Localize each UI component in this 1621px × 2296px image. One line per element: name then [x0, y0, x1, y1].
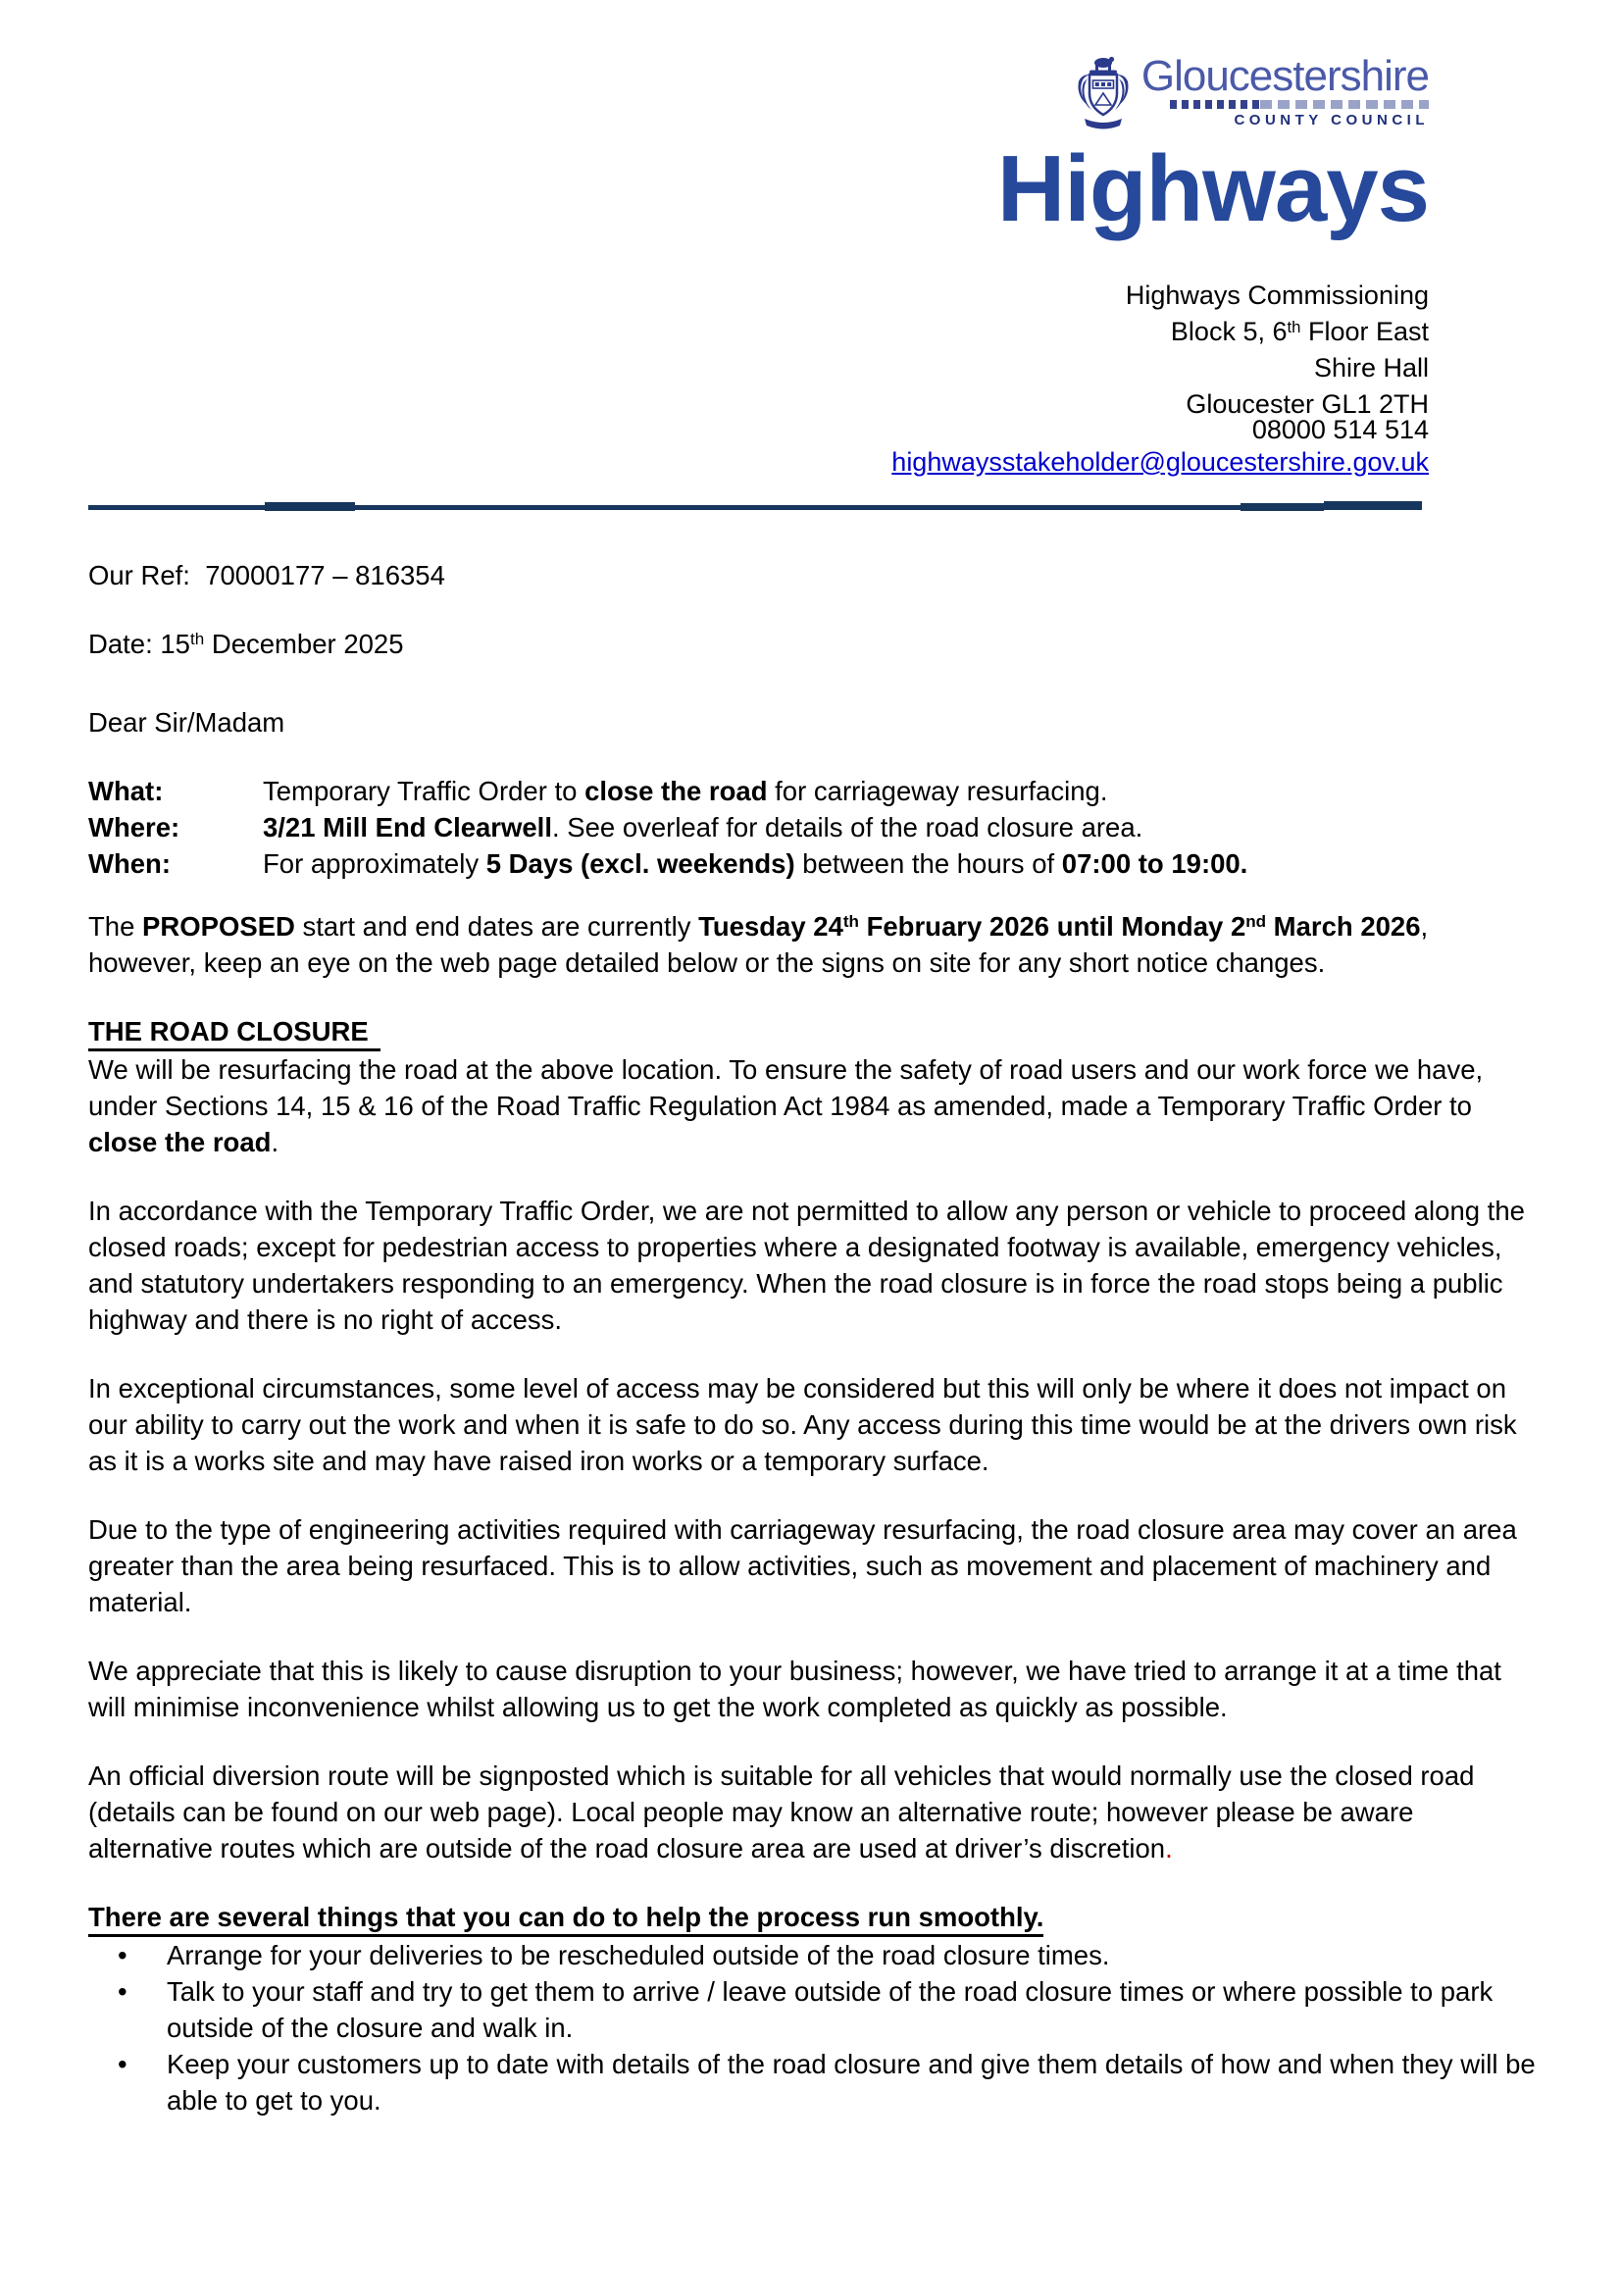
paragraph-accordance: In accordance with the Temporary Traffic Order, we are not permitted to allow any person or vehicle to proceed along the closed roads; except for pedestrian access to properties where a designated footway is available, emergency vehicles, and statutory undertakers responding to an emergency. When the road closure is in force the road stops being a public highway and there is no right of access. — [88, 1196, 1525, 1335]
salutation: Dear Sir/Madam — [88, 707, 285, 738]
bullet-icon: • — [118, 2049, 127, 2079]
where-label: Where: — [88, 812, 180, 842]
bullet-text: Talk to your staff and try to get them to arrive / leave outside of the road closure times or where possible to park outside of the closure and walk in. — [167, 1976, 1494, 2043]
date-line: Date: 15th December 2025 — [88, 629, 404, 659]
what-label: What: — [88, 776, 164, 806]
bullet-text: Keep your customers up to date with details of the road closure and give them details of how and when they will be able to get to you. — [167, 2049, 1536, 2116]
paragraph-disruption: We appreciate that this is likely to cause disruption to your business; however, we have tried to arrange it at a time that will minimise inconvenience whilst allowing us to get the work completed as quickly as possible. — [88, 1656, 1501, 1722]
paragraph-resurfacing: We will be resurfacing the road at the above location. To ensure the safety of road users and our work force we have, under Sections 14, 15 & 16 of the Road Traffic Regulation Act 1984 as amended, made a Temporary Traffic Order to close the road. — [88, 1054, 1484, 1157]
help-bullet-list — [88, 1937, 1538, 2118]
bullet-icon: • — [118, 1976, 127, 2007]
address-line: Highways Commissioning — [1125, 281, 1429, 310]
list-item — [88, 1937, 1538, 1973]
council-name: Gloucestershire — [1140, 52, 1429, 100]
what-value: Temporary Traffic Order to close the road for carriageway resurfacing. — [263, 776, 1108, 806]
council-crest-icon — [1075, 54, 1132, 136]
division-title: Highways — [996, 136, 1429, 241]
header-rule-segment — [1324, 501, 1422, 507]
phone-number: 08000 514 514 — [1251, 415, 1429, 444]
summary-fields — [88, 773, 1538, 882]
address-line: Shire Hall — [1313, 353, 1429, 383]
email-line — [891, 447, 1429, 478]
council-dash-divider — [1170, 100, 1429, 109]
bullet-icon: • — [118, 1940, 127, 1970]
when-label: When: — [88, 848, 172, 879]
list-item — [88, 1973, 1538, 2046]
where-row — [88, 809, 1538, 845]
our-ref-label: Our Ref: — [88, 560, 190, 590]
paragraph-diversion: An official diversion route will be signposted which is suitable for all vehicles that would normally use the closed road (details can be found on our web page). Local people may know an alternative route; however please be aware alternative routes which are outside of the road closure area are used at driver’s discretion. — [88, 1760, 1475, 1863]
proposed-dates-paragraph: The PROPOSED start and end dates are currently Tuesday 24th February 2026 until Monday 2nd March 2026, however, keep an eye on the web page detailed below or the signs on site for any short notice changes. — [88, 911, 1429, 978]
paragraph-exceptional: In exceptional circumstances, some level of access may be considered but this will only be where it does not impact on our ability to carry out the work and when it is safe to do so. Any access during this time would be at the drivers own risk as it is a works site and may have raised iron works or a temporary surface. — [88, 1373, 1517, 1476]
email-link[interactable]: highwaysstakeholder@gloucestershire.gov.uk — [891, 447, 1429, 477]
what-row — [88, 773, 1538, 809]
our-ref-value: 70000177 – 816354 — [205, 560, 445, 590]
letterhead — [996, 52, 1429, 241]
when-value: For approximately 5 Days (excl. weekends) between the hours of 07:00 to 19:00. — [263, 848, 1248, 879]
contact-address — [1126, 278, 1429, 423]
address-line: Gloucester GL1 2TH — [1186, 389, 1429, 419]
council-subtitle: COUNTY COUNCIL — [1234, 112, 1429, 128]
bullet-text: Arrange for your deliveries to be rescheduled outside of the road closure times. — [167, 1940, 1110, 1970]
header-rule-segment — [265, 502, 355, 511]
council-logo — [997, 54, 1429, 136]
when-row — [88, 845, 1538, 882]
letter-body — [88, 557, 1538, 2118]
address-line: Block 5, 6th Floor East — [1170, 317, 1429, 346]
where-value: 3/21 Mill End Clearwell. See overleaf for details of the road closure area. — [263, 812, 1143, 842]
paragraph-engineering: Due to the type of engineering activities required with carriageway resurfacing, the road closure area may cover an area greater than the area being resurfaced. This is to allow activities, such as movement and placement of machinery and material. — [88, 1514, 1517, 1617]
section-heading-help-process: There are several things that you can do to help the process run smoothly. — [88, 1899, 1538, 1937]
list-item — [88, 2046, 1538, 2118]
section-heading-road-closure: THE ROAD CLOSURE — [88, 1013, 1538, 1051]
our-ref-line — [88, 557, 1538, 593]
header-rule-segment — [1241, 503, 1324, 511]
